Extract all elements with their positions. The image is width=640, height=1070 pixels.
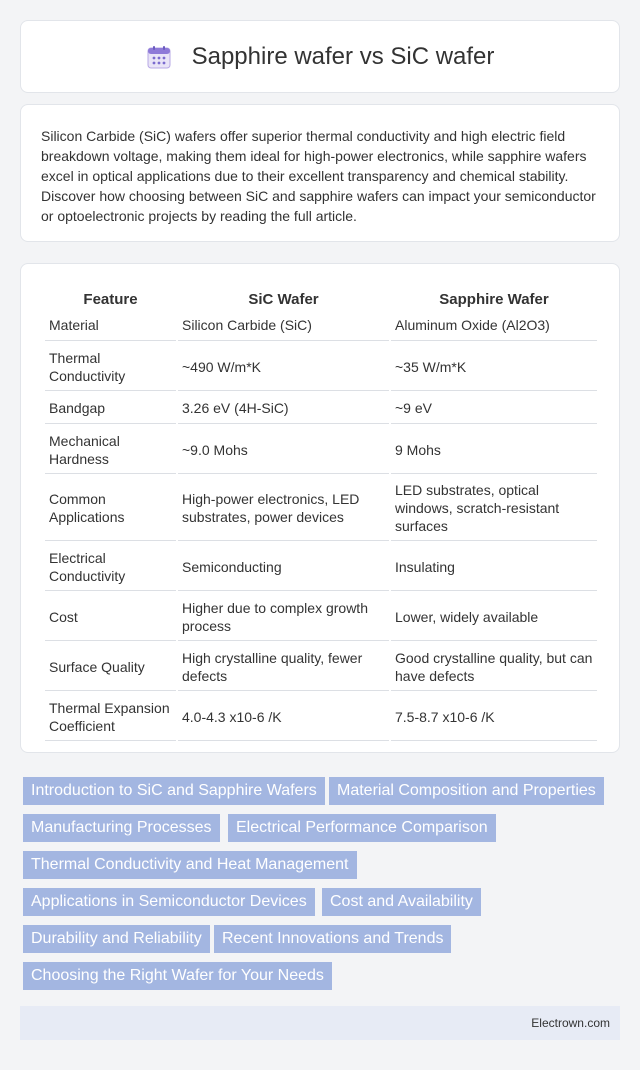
table-cell: High crystalline quality, fewer defects (178, 643, 389, 691)
table-row (45, 426, 597, 474)
table-cell: 3.26 eV (4H-SiC) (178, 393, 389, 424)
table-cell: Insulating (391, 543, 597, 591)
column-header-feature: Feature (83, 291, 138, 308)
table-cell: Good crystalline quality, but can have defects (391, 643, 597, 691)
comparison-table (43, 284, 599, 743)
table-cell: Bandgap (45, 393, 176, 424)
table-row (45, 693, 597, 741)
title-card (20, 20, 620, 93)
topic-tag[interactable]: Introduction to SiC and Sapphire Wafers (23, 777, 325, 805)
topic-tag[interactable]: Material Composition and Properties (329, 777, 604, 805)
table-cell: Aluminum Oxide (Al2O3) (391, 310, 597, 341)
table-cell: Lower, widely available (391, 593, 597, 641)
table-cell: ~9.0 Mohs (178, 426, 389, 474)
column-header-sic: SiC Wafer (248, 291, 319, 308)
topic-tag[interactable]: Thermal Conductivity and Heat Management (23, 851, 357, 879)
table-cell: ~35 W/m*K (391, 343, 597, 391)
topic-tag[interactable]: Manufacturing Processes (23, 814, 220, 842)
calendar-grid-icon (146, 44, 172, 70)
table-cell: Electrical Conductivity (45, 543, 176, 591)
table-cell: Thermal Conductivity (45, 343, 176, 391)
table-cell: LED substrates, optical windows, scratch-resistant surfaces (391, 476, 597, 541)
table-cell: ~490 W/m*K (178, 343, 389, 391)
table-cell: Mechanical Hardness (45, 426, 176, 474)
table-cell: Common Applications (45, 476, 176, 541)
topic-tag[interactable]: Recent Innovations and Trends (214, 925, 451, 953)
topic-tag[interactable]: Durability and Reliability (23, 925, 210, 953)
table-cell: ~9 eV (391, 393, 597, 424)
table-row (45, 476, 597, 541)
intro-card (20, 104, 620, 242)
table-cell: Material (45, 310, 176, 341)
table-cell: Surface Quality (45, 643, 176, 691)
topic-tag[interactable]: Cost and Availability (322, 888, 481, 916)
table-row (45, 310, 597, 341)
table-cell: Higher due to complex growth process (178, 593, 389, 641)
table-row (45, 643, 597, 691)
page-title: Sapphire wafer vs SiC wafer (191, 42, 495, 70)
table-cell: Silicon Carbide (SiC) (178, 310, 389, 341)
table-cell: 9 Mohs (391, 426, 597, 474)
table-cell: Cost (45, 593, 176, 641)
column-header-sapphire: Sapphire Wafer (439, 291, 549, 308)
comparison-table-card (20, 263, 620, 753)
table-row (45, 393, 597, 424)
footer (20, 1006, 620, 1040)
topic-tag[interactable]: Applications in Semiconductor Devices (23, 888, 315, 916)
table-cell: Thermal Expansion Coefficient (45, 693, 176, 741)
table-cell: High-power electronics, LED substrates, power devices (178, 476, 389, 541)
intro-text: Silicon Carbide (SiC) wafers offer superior thermal conductivity and high electric field breakdown voltage, making them ideal for high-power electronics, while sapphire wafers excel in optical applications due to their excellent transparency and chemical stability. Discover how choosing between SiC and sapphire wafers can impact your semiconductor or optoelectronic projects by reading the full article. (41, 128, 596, 224)
table-cell: 7.5-8.7 x10-6 /K (391, 693, 597, 741)
table-row (45, 543, 597, 591)
table-cell: 4.0-4.3 x10-6 /K (178, 693, 389, 741)
table-row (45, 343, 597, 391)
footer-brand: Electrown.com (531, 1016, 610, 1030)
table-header-row (45, 286, 597, 308)
table-cell: Semiconducting (178, 543, 389, 591)
topic-tag[interactable]: Electrical Performance Comparison (228, 814, 496, 842)
topic-tag[interactable]: Choosing the Right Wafer for Your Needs (23, 962, 332, 990)
table-row (45, 593, 597, 641)
